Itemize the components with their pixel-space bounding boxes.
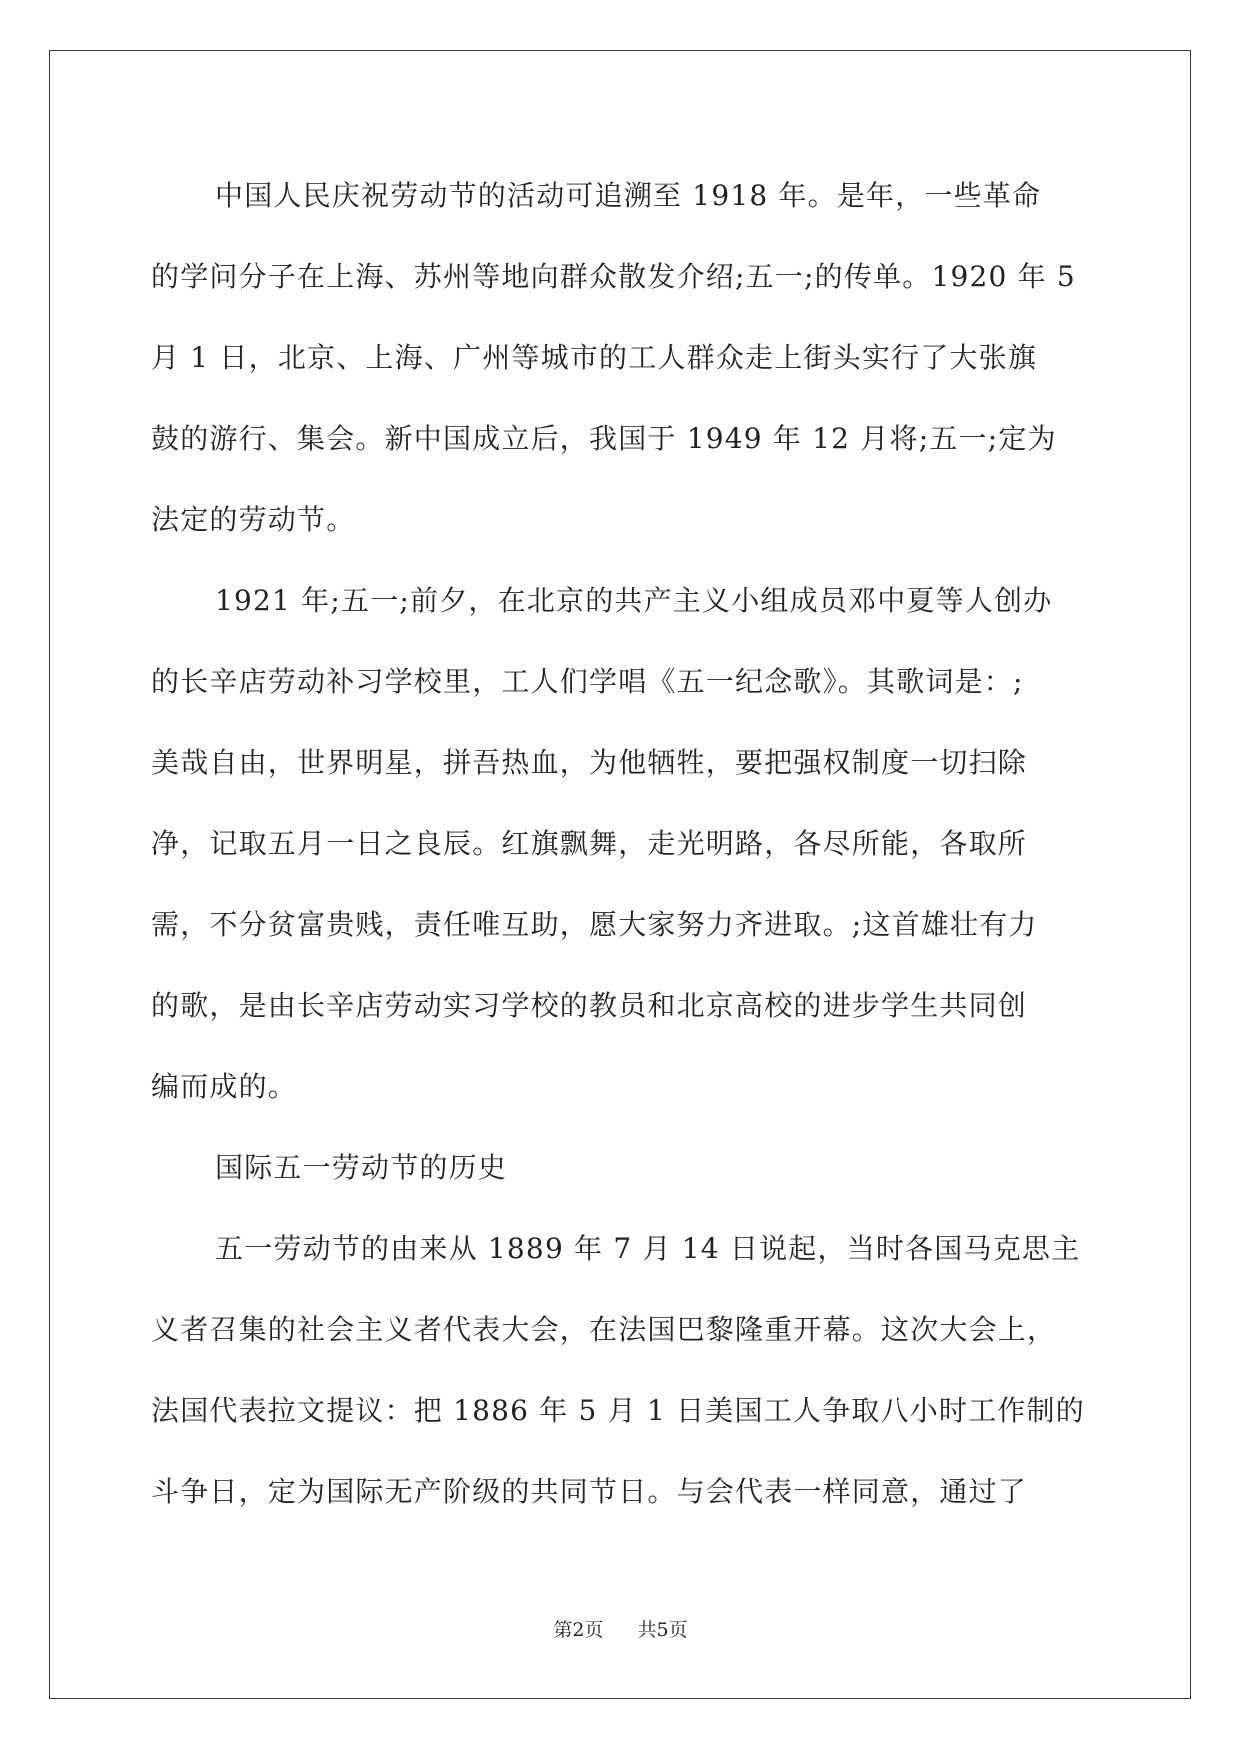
paragraph-origin-1889 bbox=[151, 1208, 1091, 1532]
text-line: 五一劳动节的由来从 1889 年 7 月 14 日说起，当时各国马克思主 bbox=[215, 1232, 1081, 1265]
text-line: 义者召集的社会主义者代表大会，在法国巴黎隆重开幕。这次大会上， bbox=[151, 1313, 1057, 1346]
document-body bbox=[151, 155, 1091, 1532]
text-line: 月 1 日，北京、上海、广州等城市的工人群众走上街头实行了大张旗 bbox=[151, 341, 1038, 374]
paragraph-labor-day-china bbox=[151, 155, 1091, 560]
text-line: 鼓的游行、集会。新中国成立后，我国于 1949 年 12 月将;五一;定为 bbox=[151, 422, 1057, 455]
text-line: 的长辛店劳动补习学校里，工人们学唱《五一纪念歌》。其歌词是：; bbox=[151, 665, 1024, 698]
text-line: 法定的劳动节。 bbox=[151, 503, 356, 536]
section-heading: 国际五一劳动节的历史 bbox=[215, 1151, 508, 1184]
text-line: 美哉自由，世界明星，拼吾热血，为他牺牲，要把强权制度一切扫除 bbox=[151, 746, 1028, 779]
page-number-total: 共5页 bbox=[637, 1619, 688, 1641]
text-line: 中国人民庆祝劳动节的活动可追溯至 1918 年。是年，一些革命 bbox=[215, 179, 1042, 212]
page-footer bbox=[0, 1615, 1241, 1642]
page-number-current: 第2页 bbox=[553, 1619, 604, 1641]
paragraph-may-day-song bbox=[151, 560, 1091, 1127]
text-line: 的歌，是由长辛店劳动实习学校的教员和北京高校的进步学生共同创 bbox=[151, 989, 1028, 1022]
section-heading-international-history bbox=[151, 1127, 1091, 1208]
text-line: 斗争日，定为国际无产阶级的共同节日。与会代表一样同意，通过了 bbox=[151, 1475, 1028, 1508]
text-line: 1921 年;五一;前夕，在北京的共产主义小组成员邓中夏等人创办 bbox=[215, 584, 1053, 617]
text-line: 的学问分子在上海、苏州等地向群众散发介绍;五一;的传单。1920 年 5 bbox=[151, 260, 1076, 293]
text-line: 法国代表拉文提议：把 1886 年 5 月 1 日美国工人争取八小时工作制的 bbox=[151, 1394, 1085, 1427]
text-line: 净，记取五月一日之良辰。红旗飘舞，走光明路，各尽所能，各取所 bbox=[151, 827, 1028, 860]
text-line: 需，不分贫富贵贱，责任唯互助，愿大家努力齐进取。;这首雄壮有力 bbox=[151, 908, 1038, 941]
text-line: 编而成的。 bbox=[151, 1070, 298, 1103]
